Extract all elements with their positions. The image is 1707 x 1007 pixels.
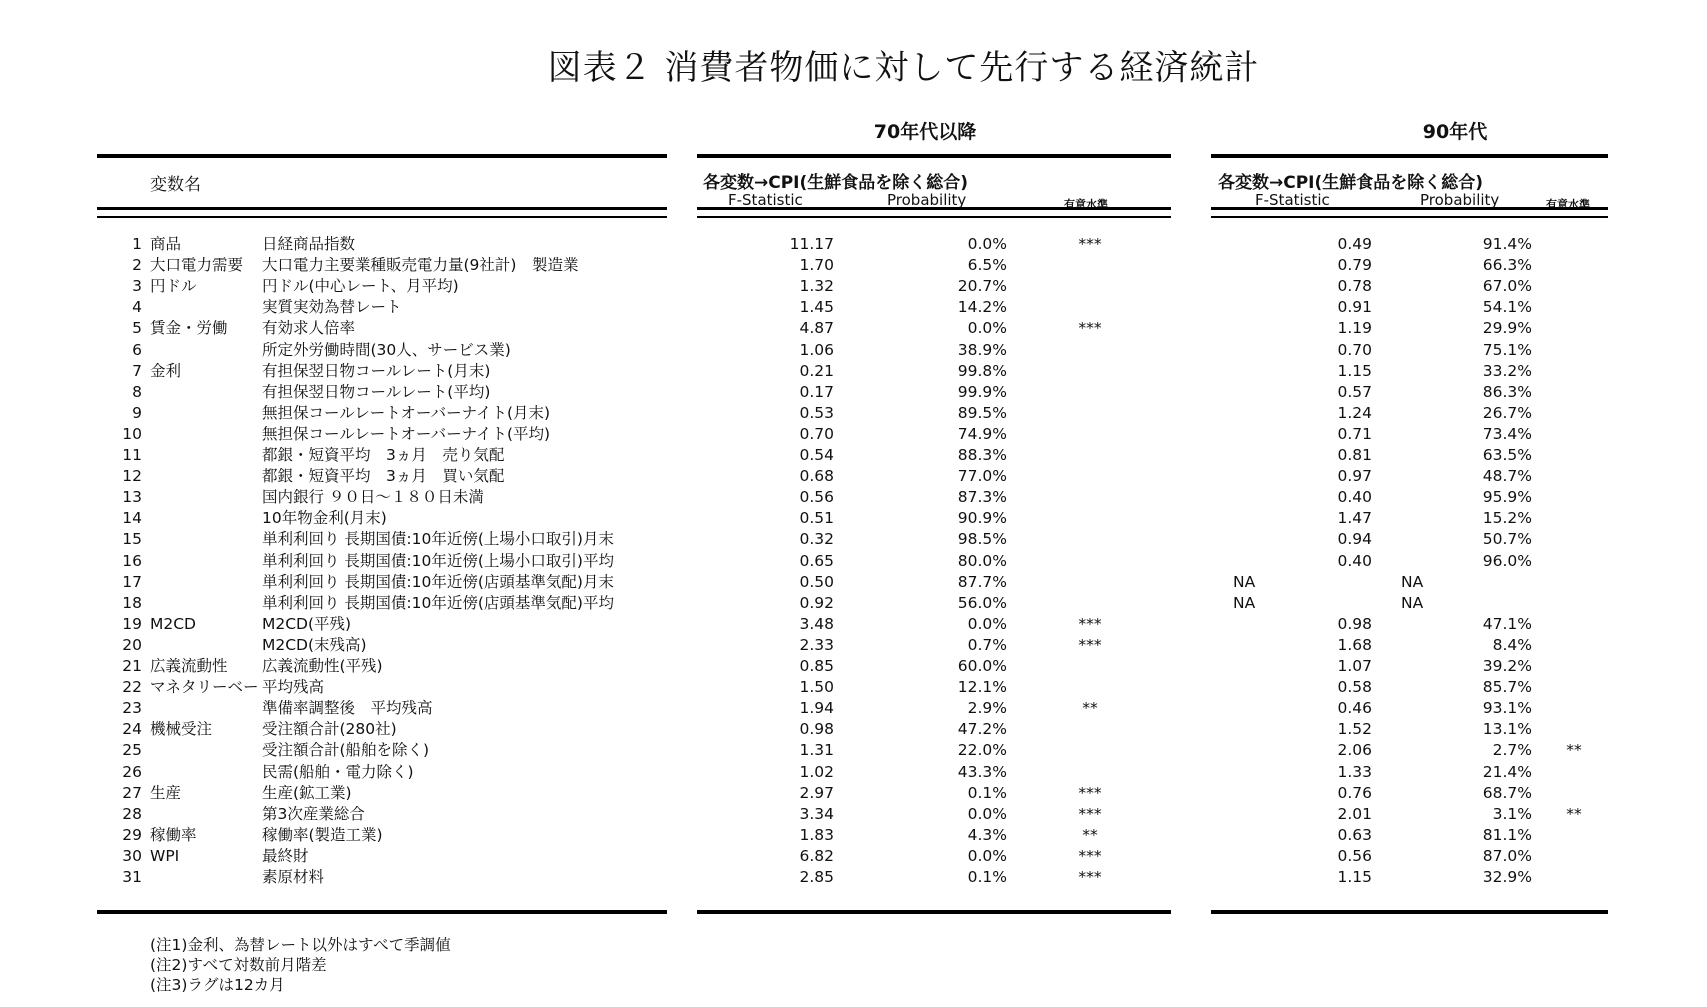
f-stat-70s: 0.92: [799, 593, 834, 612]
row-variable-name: 有担保翌日物コールレート(平均): [262, 382, 491, 401]
f-stat-70s: 1.31: [799, 741, 834, 760]
row-number: 22: [122, 678, 142, 697]
row-number: 31: [122, 868, 142, 886]
table-row: [0, 656, 1707, 677]
probability-90s: 66.3%: [1482, 256, 1532, 275]
era-90s-heading: 90年代: [1422, 121, 1488, 143]
significance-70s: ***: [1078, 235, 1102, 253]
row-variable-name: 平均残高: [262, 678, 325, 697]
table-row: [0, 719, 1707, 740]
f-stat-70s: 1.94: [799, 699, 834, 718]
probability-90s: 32.9%: [1482, 868, 1532, 886]
significance-70s: ***: [1078, 635, 1102, 654]
significance-70s: **: [1082, 825, 1098, 844]
row-number: 28: [122, 804, 142, 823]
probability-70s: 90.9%: [957, 509, 1007, 528]
probability-header-70s: Probability: [887, 191, 967, 209]
row-variable-name: 無担保コールレートオーバーナイト(月末): [262, 403, 551, 422]
row-number: 29: [122, 825, 142, 844]
f-stat-70s: 0.68: [799, 467, 834, 486]
table-row: [0, 698, 1707, 719]
probability-90s: 73.4%: [1482, 424, 1532, 443]
footnotes: [150, 935, 451, 995]
row-variable-name: 受注額合計(280社): [262, 720, 397, 739]
row-variable-name: 民需(船舶・電力除く): [262, 762, 414, 781]
row-number: 4: [132, 298, 142, 317]
probability-90s: 67.0%: [1482, 277, 1532, 296]
f-stat-90s: 0.56: [1337, 846, 1372, 865]
row-number: 21: [122, 657, 142, 675]
row-number: 12: [122, 467, 142, 486]
row-variable-name: 実質実効為替レート: [262, 298, 402, 317]
f-stat-90s: 0.49: [1337, 235, 1372, 253]
probability-70s: 87.7%: [957, 572, 1007, 591]
bottom-rule-variables: [97, 910, 667, 914]
table-row: [0, 593, 1707, 614]
f-stat-90s: 0.98: [1337, 614, 1372, 633]
probability-70s: 0.0%: [967, 846, 1007, 865]
f-stat-70s: 2.33: [799, 635, 834, 654]
variable-name-header: 変数名: [150, 175, 201, 195]
probability-90s: 81.1%: [1482, 825, 1532, 844]
row-category: 金利: [150, 361, 182, 380]
f-stat-70s: 1.45: [799, 298, 834, 317]
f-stat-90s: 0.79: [1337, 256, 1372, 275]
f-stat-90s: 1.15: [1337, 868, 1372, 886]
f-stat-90s: NA: [1233, 593, 1256, 612]
footnote-2: (注2)すべて対数前月階差: [150, 956, 327, 974]
row-number: 27: [122, 783, 142, 802]
table-row: [0, 677, 1707, 698]
table-row: [0, 740, 1707, 761]
table-row: [0, 297, 1707, 318]
row-category: 商品: [150, 235, 182, 253]
table-row: [0, 867, 1707, 888]
row-variable-name: 日経商品指数: [262, 235, 356, 253]
table-row: [0, 572, 1707, 593]
row-variable-name: 大口電力主要業種販売電力量(9社計) 製造業: [262, 256, 579, 275]
probability-70s: 99.9%: [957, 382, 1007, 401]
f-stat-70s: 0.65: [799, 551, 834, 570]
table-row: [0, 529, 1707, 550]
probability-70s: 0.0%: [967, 804, 1007, 823]
significance-70s: ***: [1078, 319, 1102, 338]
row-variable-name: 稼働率(製造工業): [262, 825, 383, 844]
group-header-90s: 各変数→CPI(生鮮食品を除く総合): [1218, 173, 1484, 193]
table-row: [0, 318, 1707, 339]
probability-70s: 38.9%: [957, 340, 1007, 359]
header-rule-90s: [1211, 207, 1608, 218]
f-stat-90s: 0.94: [1337, 530, 1372, 549]
bottom-rule-70s: [697, 910, 1171, 914]
f-stat-90s: 0.91: [1337, 298, 1372, 317]
table-row: [0, 403, 1707, 424]
row-variable-name: 有効求人倍率: [262, 319, 356, 338]
probability-90s: NA: [1401, 593, 1424, 612]
probability-90s: 21.4%: [1482, 762, 1532, 781]
probability-70s: 14.2%: [957, 298, 1007, 317]
f-stat-header-90s: F-Statistic: [1255, 191, 1330, 209]
probability-90s: 86.3%: [1482, 382, 1532, 401]
table-row: [0, 846, 1707, 867]
significance-70s: ***: [1078, 868, 1102, 886]
row-number: 14: [122, 509, 142, 528]
row-category: 稼働率: [150, 825, 197, 844]
f-stat-70s: 0.53: [799, 403, 834, 422]
row-number: 24: [122, 720, 142, 739]
row-number: 11: [122, 446, 142, 464]
significance-header-70s: 有意水準: [1064, 198, 1108, 211]
probability-90s: 2.7%: [1492, 741, 1532, 760]
probability-90s: 91.4%: [1482, 235, 1532, 253]
row-number: 8: [132, 382, 142, 401]
probability-90s: 63.5%: [1482, 446, 1532, 464]
row-number: 7: [132, 361, 142, 380]
row-variable-name: 生産(鉱工業): [262, 783, 352, 802]
row-variable-name: 有担保翌日物コールレート(月末): [262, 361, 491, 380]
row-variable-name: 最終財: [262, 846, 309, 865]
f-stat-70s: 1.83: [799, 825, 834, 844]
f-stat-70s: 3.48: [799, 614, 834, 633]
row-number: 18: [122, 593, 142, 612]
probability-90s: 15.2%: [1482, 509, 1532, 528]
f-stat-70s: 0.32: [799, 530, 834, 549]
f-stat-90s: 0.40: [1337, 488, 1372, 507]
row-number: 2: [132, 256, 142, 275]
row-variable-name: 都銀・短資平均 3ヵ月 売り気配: [262, 446, 505, 464]
row-category: 円ドル: [150, 277, 197, 296]
f-stat-70s: 11.17: [789, 235, 834, 253]
f-stat-70s: 0.17: [799, 382, 834, 401]
row-variable-name: 単利利回り 長期国債:10年近傍(店頭基準気配)平均: [262, 593, 614, 612]
probability-70s: 12.1%: [957, 678, 1007, 697]
row-number: 3: [132, 277, 142, 296]
f-stat-70s: 0.21: [799, 361, 834, 380]
top-rule-90s: [1211, 154, 1608, 158]
probability-header-90s: Probability: [1420, 191, 1500, 209]
row-number: 19: [122, 614, 142, 633]
row-category: 広義流動性: [150, 657, 228, 675]
f-stat-70s: 2.97: [799, 783, 834, 802]
table-row: [0, 551, 1707, 572]
probability-70s: 87.3%: [957, 488, 1007, 507]
row-number: 13: [122, 488, 142, 507]
significance-90s: **: [1566, 741, 1582, 760]
f-stat-90s: 1.52: [1337, 720, 1372, 739]
probability-90s: 87.0%: [1482, 846, 1532, 865]
footnote-3: (注3)ラグは12カ月: [150, 976, 285, 994]
row-number: 10: [122, 424, 142, 443]
probability-90s: 96.0%: [1482, 551, 1532, 570]
f-stat-90s: 1.24: [1337, 403, 1372, 422]
probability-90s: NA: [1401, 572, 1424, 591]
row-number: 30: [122, 846, 142, 865]
row-variable-name: 円ドル(中心レート、月平均): [262, 277, 459, 296]
f-stat-90s: 1.68: [1337, 635, 1372, 654]
f-stat-90s: 1.19: [1337, 319, 1372, 338]
row-variable-name: 所定外労働時間(30人、サービス業): [262, 340, 511, 359]
row-category: 生産: [150, 783, 182, 802]
probability-70s: 43.3%: [957, 762, 1007, 781]
probability-90s: 3.1%: [1492, 804, 1532, 823]
table-row: [0, 614, 1707, 635]
significance-90s: **: [1566, 804, 1582, 823]
significance-70s: ***: [1078, 804, 1102, 823]
probability-70s: 0.0%: [967, 319, 1007, 338]
f-stat-90s: NA: [1233, 572, 1256, 591]
probability-90s: 95.9%: [1482, 488, 1532, 507]
probability-70s: 74.9%: [957, 424, 1007, 443]
f-stat-70s: 3.34: [799, 804, 834, 823]
table-row: [0, 276, 1707, 297]
f-stat-90s: 0.63: [1337, 825, 1372, 844]
probability-70s: 6.5%: [967, 256, 1007, 275]
group-header-70s: 各変数→CPI(生鮮食品を除く総合): [703, 173, 969, 193]
significance-70s: ***: [1078, 846, 1102, 865]
probability-90s: 48.7%: [1482, 467, 1532, 486]
f-stat-70s: 0.98: [799, 720, 834, 739]
table-row: [0, 762, 1707, 783]
probability-90s: 54.1%: [1482, 298, 1532, 317]
f-stat-70s: 1.02: [799, 762, 834, 781]
f-stat-70s: 2.85: [799, 868, 834, 886]
table-row: [0, 825, 1707, 846]
f-stat-90s: 0.70: [1337, 340, 1372, 359]
f-stat-70s: 0.56: [799, 488, 834, 507]
f-stat-90s: 0.71: [1337, 424, 1372, 443]
row-variable-name: 素原材料: [262, 868, 325, 886]
probability-90s: 39.2%: [1482, 657, 1532, 675]
row-number: 23: [122, 699, 142, 718]
probability-90s: 50.7%: [1482, 530, 1532, 549]
probability-90s: 85.7%: [1482, 678, 1532, 697]
row-variable-name: 準備率調整後 平均残高: [262, 699, 433, 718]
probability-70s: 0.7%: [967, 635, 1007, 654]
row-variable-name: M2CD(末残高): [262, 635, 367, 654]
f-stat-90s: 0.40: [1337, 551, 1372, 570]
f-stat-90s: 0.46: [1337, 699, 1372, 718]
probability-70s: 2.9%: [967, 699, 1007, 718]
row-variable-name: 単利利回り 長期国債:10年近傍(店頭基準気配)月末: [262, 572, 614, 591]
table-row: [0, 445, 1707, 466]
probability-70s: 0.0%: [967, 614, 1007, 633]
probability-70s: 77.0%: [957, 467, 1007, 486]
significance-70s: ***: [1078, 783, 1102, 802]
f-stat-90s: 1.07: [1337, 657, 1372, 675]
f-stat-90s: 0.57: [1337, 382, 1372, 401]
probability-70s: 22.0%: [957, 741, 1007, 760]
row-number: 16: [122, 551, 142, 570]
row-category: WPI: [150, 846, 180, 865]
significance-70s: ***: [1078, 614, 1102, 633]
probability-90s: 68.7%: [1482, 783, 1532, 802]
probability-70s: 0.1%: [967, 783, 1007, 802]
probability-70s: 60.0%: [957, 657, 1007, 675]
significance-70s: **: [1082, 699, 1098, 718]
row-category: M2CD: [150, 614, 196, 633]
f-stat-90s: 2.06: [1337, 741, 1372, 760]
probability-70s: 47.2%: [957, 720, 1007, 739]
probability-70s: 0.0%: [967, 235, 1007, 253]
f-stat-70s: 1.50: [799, 678, 834, 697]
probability-70s: 89.5%: [957, 403, 1007, 422]
probability-90s: 33.2%: [1482, 361, 1532, 380]
row-variable-name: 国内銀行 ９０日～１８０日未満: [262, 488, 484, 507]
probability-70s: 99.8%: [957, 361, 1007, 380]
row-category: 大口電力需要: [150, 256, 244, 275]
header-rule-variables: [97, 207, 667, 218]
f-stat-70s: 0.85: [799, 657, 834, 675]
f-stat-70s: 0.70: [799, 424, 834, 443]
probability-70s: 80.0%: [957, 551, 1007, 570]
table-row: [0, 340, 1707, 361]
f-stat-70s: 6.82: [799, 846, 834, 865]
row-number: 5: [132, 319, 142, 338]
f-stat-70s: 0.50: [799, 572, 834, 591]
table-row: [0, 424, 1707, 445]
row-number: 26: [122, 762, 142, 781]
probability-90s: 93.1%: [1482, 699, 1532, 718]
probability-70s: 20.7%: [957, 277, 1007, 296]
probability-70s: 88.3%: [957, 446, 1007, 464]
row-number: 1: [132, 235, 142, 253]
probability-70s: 0.1%: [967, 868, 1007, 886]
probability-70s: 56.0%: [957, 593, 1007, 612]
f-stat-90s: 2.01: [1337, 804, 1372, 823]
header-rule-70s: [697, 207, 1171, 218]
row-variable-name: 第3次産業総合: [262, 804, 365, 823]
row-category: 賃金・労働: [150, 319, 228, 338]
bottom-rule-90s: [1211, 910, 1608, 914]
row-category: 機械受注: [150, 720, 213, 739]
f-stat-90s: 0.78: [1337, 277, 1372, 296]
table-row: [0, 783, 1707, 804]
row-number: 20: [122, 635, 142, 654]
table-row: [0, 508, 1707, 529]
row-number: 6: [132, 340, 142, 359]
row-variable-name: 単利利回り 長期国債:10年近傍(上場小口取引)平均: [262, 551, 614, 570]
f-stat-90s: 0.76: [1337, 783, 1372, 802]
table-row: [0, 635, 1707, 656]
row-variable-name: 受注額合計(船舶を除く): [262, 741, 430, 760]
f-stat-90s: 0.58: [1337, 678, 1372, 697]
row-variable-name: 広義流動性(平残): [262, 657, 383, 675]
significance-header-90s: 有意水準: [1546, 198, 1590, 211]
f-stat-90s: 1.15: [1337, 361, 1372, 380]
row-number: 25: [122, 741, 142, 760]
f-stat-70s: 0.51: [799, 509, 834, 528]
table-row: [0, 487, 1707, 508]
row-variable-name: 単利利回り 長期国債:10年近傍(上場小口取引)月末: [262, 530, 614, 549]
row-number: 17: [122, 572, 142, 591]
table-row: [0, 234, 1707, 255]
row-number: 9: [132, 403, 142, 422]
row-variable-name: 都銀・短資平均 3ヵ月 買い気配: [262, 467, 505, 486]
table-row: [0, 804, 1707, 825]
f-stat-90s: 1.47: [1337, 509, 1372, 528]
probability-90s: 13.1%: [1482, 720, 1532, 739]
footnote-1: (注1)金利、為替レート以外はすべて季調値: [150, 936, 451, 954]
f-stat-90s: 0.97: [1337, 467, 1372, 486]
table-row: [0, 361, 1707, 382]
table-row: [0, 382, 1707, 403]
row-variable-name: M2CD(平残): [262, 614, 352, 633]
row-number: 15: [122, 530, 142, 549]
top-rule-70s: [697, 154, 1171, 158]
top-rule-variables: [97, 154, 667, 158]
row-variable-name: 10年物金利(月末): [262, 509, 387, 528]
probability-70s: 98.5%: [957, 530, 1007, 549]
probability-90s: 26.7%: [1482, 403, 1532, 422]
probability-90s: 75.1%: [1482, 340, 1532, 359]
f-stat-70s: 1.70: [799, 256, 834, 275]
f-stat-header-70s: F-Statistic: [728, 191, 803, 209]
page-title: 図表２ 消費者物価に対して先行する経済統計: [547, 48, 1260, 88]
f-stat-90s: 1.33: [1337, 762, 1372, 781]
probability-70s: 4.3%: [967, 825, 1007, 844]
row-variable-name: 無担保コールレートオーバーナイト(平均): [262, 424, 551, 443]
f-stat-90s: 0.81: [1337, 446, 1372, 464]
probability-90s: 8.4%: [1492, 635, 1532, 654]
table-row: [0, 466, 1707, 487]
f-stat-70s: 0.54: [799, 446, 834, 464]
probability-90s: 29.9%: [1482, 319, 1532, 338]
f-stat-70s: 1.06: [799, 340, 834, 359]
table-row: [0, 255, 1707, 276]
probability-90s: 47.1%: [1482, 614, 1532, 633]
f-stat-70s: 4.87: [799, 319, 834, 338]
f-stat-70s: 1.32: [799, 277, 834, 296]
era-70s-heading: 70年代以降: [873, 121, 977, 143]
row-category: マネタリーベー: [150, 678, 259, 697]
